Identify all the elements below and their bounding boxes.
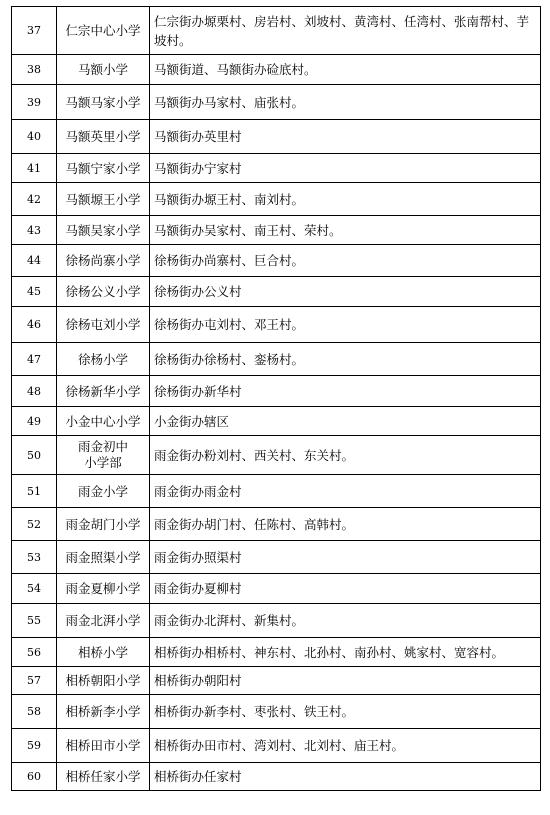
school-name [57,216,150,245]
table-row [12,763,541,791]
enrollment-area: 徐杨街办屯刘村、邓王村。 [150,307,541,343]
table-row [12,216,541,245]
enrollment-area: 徐杨街办徐杨村、銮杨村。 [150,343,541,376]
school-name [57,729,150,763]
table-row [12,55,541,85]
table-row [12,343,541,376]
school-name-text: 马额小学 [77,62,128,77]
table-row [12,604,541,638]
school-name-text: 马额吴家小学 [65,222,141,238]
enrollment-area: 仁宗街办塬栗村、房岩村、刘坡村、黄湾村、任湾村、张南帮村、芋坡村。 [150,7,541,55]
enrollment-area: 马额街道、马额街办硷底村。 [150,55,541,85]
school-name [57,85,150,120]
table-row [12,508,541,541]
enrollment-area: 雨金街办夏柳村 [150,574,541,604]
school-name [57,574,150,604]
table-row [12,541,541,574]
row-number: 59 [12,729,57,763]
school-district-table [11,6,541,791]
table-row [12,407,541,436]
school-name-text: 马额马家小学 [65,94,141,110]
table-row [12,277,541,307]
enrollment-area: 小金街办辖区 [150,407,541,436]
enrollment-area: 雨金街办北湃村、新集村。 [150,604,541,638]
enrollment-area: 马额街办塬王村、南刘村。 [150,183,541,216]
school-name [57,638,150,667]
table-row [12,7,541,55]
row-number: 52 [12,508,57,541]
enrollment-area: 相桥街办朝阳村 [150,667,541,695]
school-name [57,763,150,791]
school-name-text: 雨金初中小学部 [77,438,128,470]
school-name-text: 徐杨尚寨小学 [65,253,141,268]
school-name-text: 雨金夏柳小学 [65,581,141,596]
table-row [12,120,541,154]
row-number: 47 [12,343,57,376]
enrollment-area: 徐杨街办公义村 [150,277,541,307]
enrollment-area: 相桥街办相桥村、神东村、北孙村、南孙村、姚家村、宽容村。 [150,638,541,667]
school-name-text: 徐杨新华小学 [65,383,141,399]
row-number: 45 [12,277,57,307]
school-name [57,436,150,475]
table-row [12,667,541,695]
row-number: 38 [12,55,57,85]
table-row [12,376,541,407]
table-body [12,7,541,791]
school-name [57,277,150,307]
row-number: 55 [12,604,57,638]
school-name [57,667,150,695]
school-name-text: 徐杨小学 [77,351,128,367]
row-number: 41 [12,154,57,183]
enrollment-area: 相桥街办任家村 [150,763,541,791]
enrollment-area: 雨金街办粉刘村、西关村、东关村。 [150,436,541,475]
school-name-text: 雨金北湃小学 [65,613,141,628]
row-number: 48 [12,376,57,407]
row-number: 57 [12,667,57,695]
enrollment-area: 马额街办马家村、庙张村。 [150,85,541,120]
row-number: 42 [12,183,57,216]
school-name-text: 仁宗中心小学 [65,23,141,38]
table-row [12,85,541,120]
table-row [12,307,541,343]
row-number: 39 [12,85,57,120]
school-name [57,541,150,574]
school-name-text: 马额宁家小学 [65,160,141,176]
row-number: 37 [12,7,57,55]
enrollment-area: 马额街办宁家村 [150,154,541,183]
school-name-text: 相桥田市小学 [65,738,141,753]
enrollment-area: 马额街办英里村 [150,120,541,154]
table-row [12,154,541,183]
school-name [57,475,150,508]
row-number: 60 [12,763,57,791]
row-number: 46 [12,307,57,343]
enrollment-area: 雨金街办胡门村、任陈村、高韩村。 [150,508,541,541]
row-number: 40 [12,120,57,154]
school-name-text: 相桥朝阳小学 [65,673,141,688]
row-number: 50 [12,436,57,475]
school-district-table-container [11,6,541,791]
table-row [12,638,541,667]
school-name-text: 徐杨屯刘小学 [65,317,141,332]
school-name-text: 相桥小学 [77,644,128,660]
school-name-text: 雨金小学 [77,483,128,499]
enrollment-area: 雨金街办雨金村 [150,475,541,508]
row-number: 53 [12,541,57,574]
school-name-text: 小金中心小学 [65,413,141,429]
school-name-text: 马额英里小学 [65,129,141,144]
school-name [57,695,150,729]
school-name [57,376,150,407]
school-name [57,245,150,277]
table-row [12,695,541,729]
school-name [57,120,150,154]
school-name [57,154,150,183]
school-name-text: 马额塬王小学 [65,191,141,207]
school-name-text: 雨金胡门小学 [65,516,141,532]
school-name [57,604,150,638]
school-name [57,183,150,216]
school-name [57,7,150,55]
school-name [57,55,150,85]
school-name [57,407,150,436]
enrollment-area: 雨金街办照渠村 [150,541,541,574]
table-row [12,245,541,277]
row-number: 43 [12,216,57,245]
table-row [12,183,541,216]
school-name [57,508,150,541]
table-row [12,574,541,604]
row-number: 54 [12,574,57,604]
row-number: 49 [12,407,57,436]
enrollment-area: 相桥街办田市村、湾刘村、北刘村、庙王村。 [150,729,541,763]
table-row [12,475,541,508]
school-name-text: 相桥任家小学 [65,769,141,784]
table-row [12,436,541,475]
enrollment-area: 徐杨街办尚寨村、巨合村。 [150,245,541,277]
school-name [57,343,150,376]
row-number: 51 [12,475,57,508]
school-name-text: 相桥新李小学 [65,704,141,719]
enrollment-area: 相桥街办新李村、枣张村、铁王村。 [150,695,541,729]
enrollment-area: 徐杨街办新华村 [150,376,541,407]
row-number: 56 [12,638,57,667]
row-number: 58 [12,695,57,729]
table-row [12,729,541,763]
school-name-text: 徐杨公义小学 [65,284,141,299]
school-name [57,307,150,343]
school-name-text: 雨金照渠小学 [65,549,141,565]
row-number: 44 [12,245,57,277]
enrollment-area: 马额街办吴家村、南王村、荣村。 [150,216,541,245]
